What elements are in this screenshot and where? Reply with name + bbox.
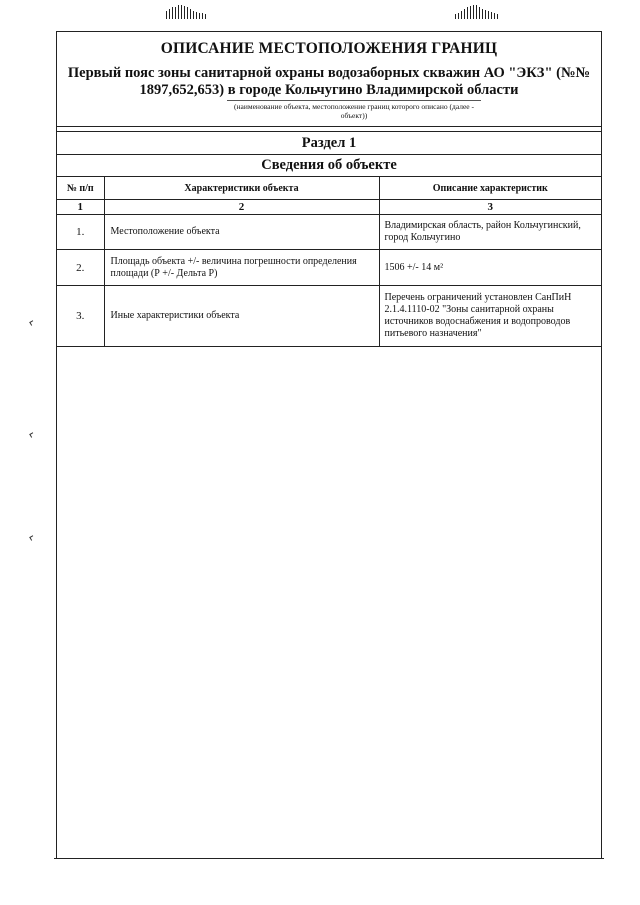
column-number: 2 <box>104 200 379 215</box>
column-number: 1 <box>57 200 104 215</box>
section-title: Раздел 1 <box>301 134 357 151</box>
margin-mark <box>29 432 34 437</box>
column-header-description: Описание характеристик <box>379 177 601 200</box>
object-info-table <box>57 176 601 347</box>
row-number: 2. <box>57 250 104 286</box>
row-number: 3. <box>57 286 104 347</box>
table-header-row <box>57 177 601 200</box>
column-header-characteristic: Характеристики объекта <box>104 177 379 200</box>
table-row <box>57 215 601 250</box>
barcode-mark-right <box>455 5 500 19</box>
row-description: Перечень ограничений установлен СанПиН 2.1.4.1110-02 "Зоны санитарной охраны источников водоснабжения и водопроводов питьевого назначения" <box>379 286 601 347</box>
column-number-row <box>57 200 601 215</box>
document-caption: (наименование объекта, местоположение границ которого описано (далее - объект)) <box>227 100 481 120</box>
row-number: 1. <box>57 215 104 250</box>
margin-mark <box>29 535 34 540</box>
barcode-mark-left <box>166 5 208 19</box>
document-header <box>57 32 601 120</box>
column-header-number: № п/п <box>57 177 104 200</box>
column-number: 3 <box>379 200 601 215</box>
row-description: Владимирская область, район Кольчугинский, город Кольчугино <box>379 215 601 250</box>
section-heading: Сведения об объекте <box>261 157 397 173</box>
table-row <box>57 286 601 347</box>
frame-bottom-line <box>54 858 604 859</box>
row-characteristic: Площадь объекта +/- величина погрешности определения площади (Р +/- Дельта Р) <box>104 250 379 286</box>
table-row <box>57 250 601 286</box>
margin-mark <box>29 320 34 325</box>
document-title: ОПИСАНИЕ МЕСТОПОЛОЖЕНИЯ ГРАНИЦ <box>160 40 498 57</box>
row-characteristic: Местоположение объекта <box>104 215 379 250</box>
document-frame <box>56 31 602 859</box>
row-description: 1506 +/- 14 м² <box>379 250 601 286</box>
row-characteristic: Иные характеристики объекта <box>104 286 379 347</box>
document-subtitle: Первый пояс зоны санитарной охраны водозаборных скважин АО "ЭКЗ" (№№ 1897,652,653) в городе Кольчугино Владимирской области <box>67 65 591 98</box>
